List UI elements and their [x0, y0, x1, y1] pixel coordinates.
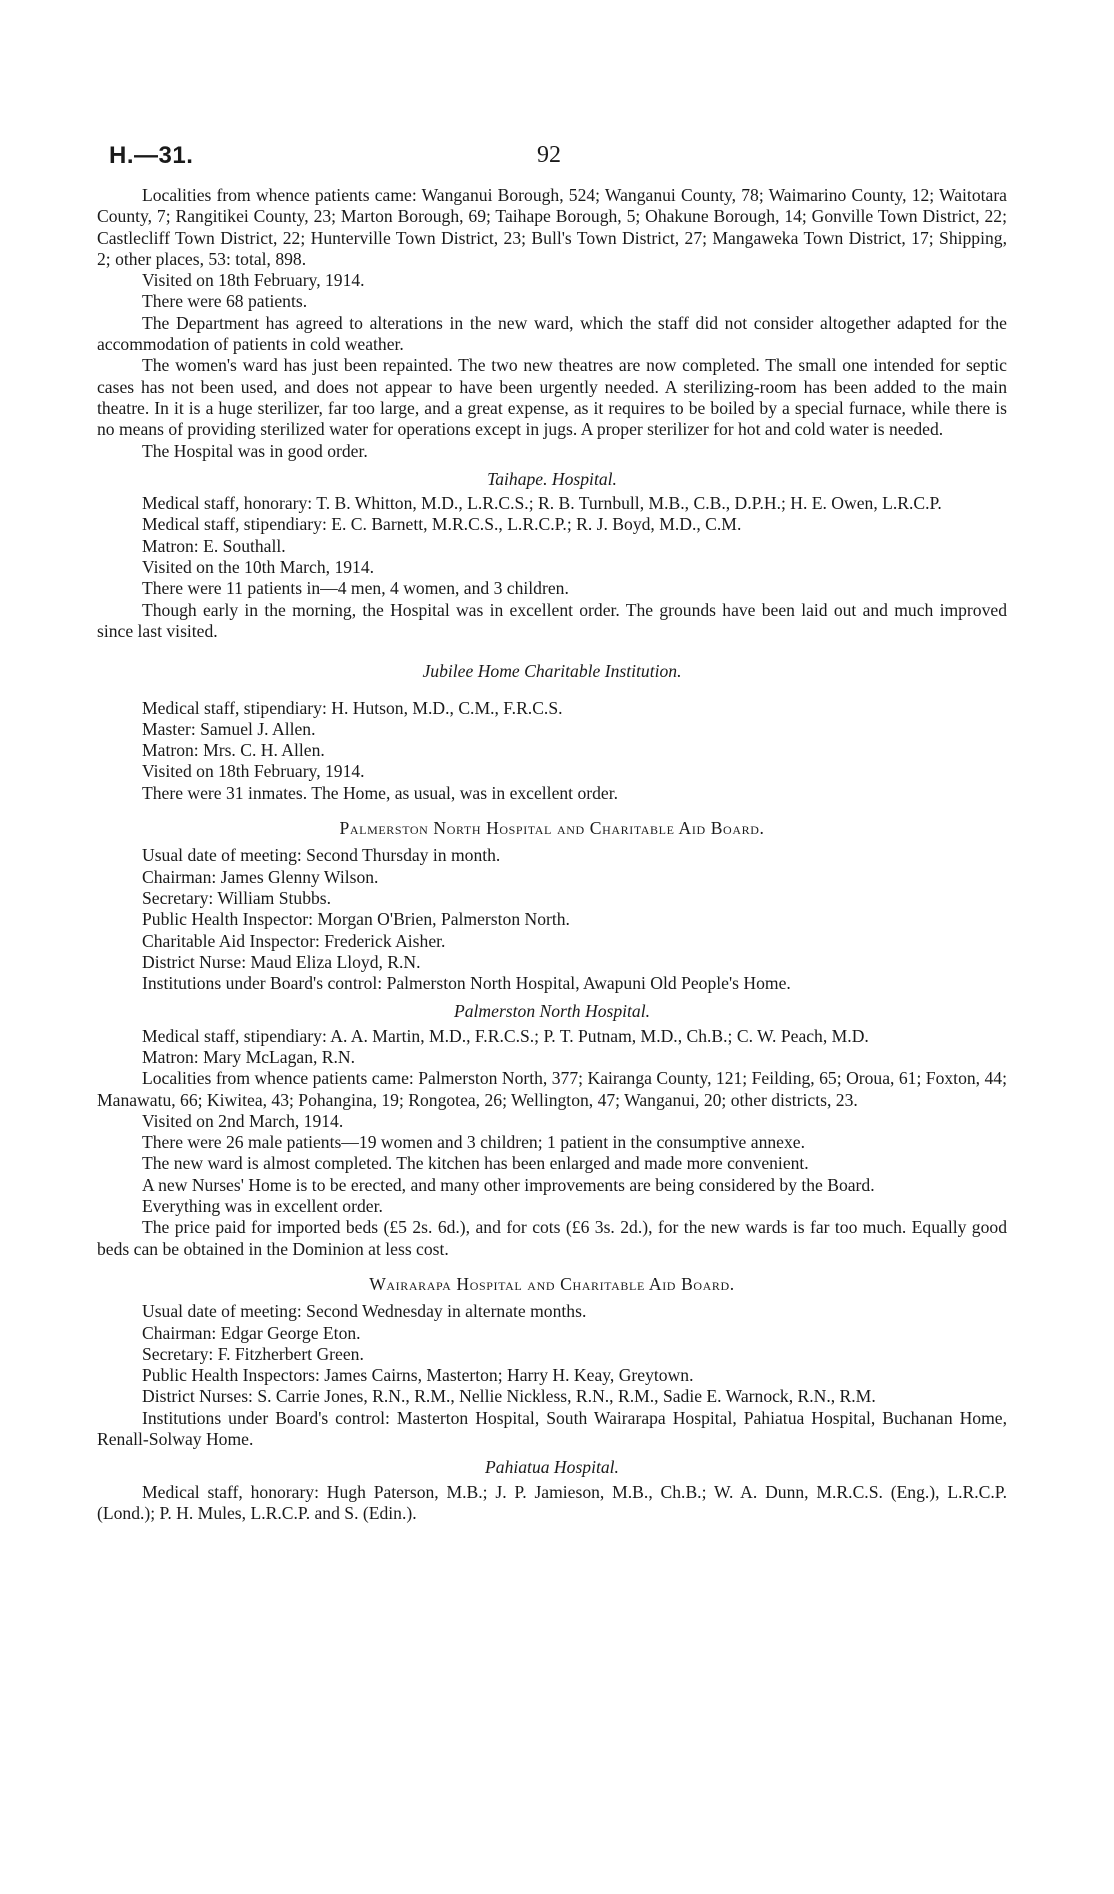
stipendiary-staff: Medical staff, stipendiary: E. C. Barnett, M.R.C.S., L.R.C.P.; R. J. Boyd, M.D., C.M.	[142, 514, 742, 535]
order-remark: Everything was in excellent order.	[142, 1196, 383, 1217]
order-remark: The Hospital was in good order.	[142, 440, 368, 461]
matron: Matron: Mrs. C. H. Allen.	[142, 740, 325, 761]
taihape-hospital-section	[97, 469, 1007, 642]
beds-paragraph: The price paid for imported beds (£5 2s. 6d.), and for cots (£6 3s. 2d.), for the new wards is far too much. Equally good beds can be obtained in the Dominion at less cost.	[97, 1217, 1007, 1259]
section-heading-palmerston-hospital: Palmerston North Hospital.	[454, 1001, 650, 1022]
institutions-list: Institutions under Board's control: Palmerston North Hospital, Awapuni Old People's Home.	[142, 973, 791, 994]
health-inspectors: Public Health Inspectors: James Cairns, Masterton; Harry H. Keay, Greytown.	[142, 1365, 694, 1386]
secretary: Secretary: William Stubbs.	[142, 887, 332, 908]
chairman: Chairman: Edgar George Eton.	[142, 1322, 361, 1343]
secretary: Secretary: F. Fitzherbert Green.	[142, 1343, 364, 1364]
patient-count: There were 68 patients.	[142, 291, 308, 312]
visit-date: Visited on 2nd March, 1914.	[142, 1110, 344, 1131]
jubilee-home-section	[97, 661, 1007, 804]
aid-inspector: Charitable Aid Inspector: Frederick Aisher.	[142, 930, 446, 951]
pahiatua-hospital-section	[97, 1457, 1007, 1524]
district-nurses: District Nurses: S. Carrie Jones, R.N., R.M., Nellie Nickless, R.N., R.M., Sadie E. Warnock, R.N., R.M.	[142, 1386, 876, 1407]
institutions-list: Institutions under Board's control: Masterton Hospital, South Wairarapa Hospital, Pahiatua Hospital, Buchanan Home, Renall-Solway Home.	[97, 1407, 1007, 1450]
palmerston-hospital-section	[97, 1001, 1007, 1260]
matron: Matron: Mary McLagan, R.N.	[142, 1046, 356, 1067]
wairarapa-board-section	[97, 1274, 1007, 1450]
section-heading-palmerston-board: Palmerston North Hospital and Charitable Aid Board.	[339, 818, 765, 839]
patient-count: There were 26 male patients—19 women and 3 children; 1 patient in the consumptive annexe.	[142, 1132, 805, 1153]
page-body	[97, 185, 1007, 1524]
localities-paragraph: Localities from whence patients came: Wanganui Borough, 524; Wanganui County, 78; Waimarino County, 12; Waitotara County, 7; Rangitikei County, 23; Marton Borough, 69; Taihape Borough, 5; Ohakune Borough, 14; Gonville Town District, 22; Castlecliff Town District, 22; Hunterville Town District, 23; Bull's Town District, 27; Mangaweka Town District, 17; Shipping, 2; other places, 53: total, 898.	[97, 185, 1007, 269]
section-spacer	[97, 686, 1007, 698]
document-reference: H.—31.	[109, 142, 194, 169]
section-heading-taihape: Taihape. Hospital.	[487, 468, 617, 489]
honorary-staff: Medical staff, honorary: Hugh Paterson, M.B.; J. P. Jamieson, M.B., Ch.B.; W. A. Dunn, M.R.C.S. (Eng.), L.R.C.P. (Lond.); P. H. Mules, L.R.C.P. and S. (Edin.).	[97, 1481, 1007, 1523]
master: Master: Samuel J. Allen.	[142, 718, 316, 739]
inmate-count: There were 31 inmates. The Home, as usual, was in excellent order.	[142, 782, 619, 803]
page-number: 92	[537, 142, 561, 168]
nurses-home-paragraph: A new Nurses' Home is to be erected, and many other improvements are being considered by the Board.	[142, 1174, 875, 1195]
visit-date: Visited on 18th February, 1914.	[142, 761, 365, 782]
matron: Matron: E. Southall.	[142, 535, 286, 556]
localities-paragraph: Localities from whence patients came: Palmerston North, 377; Kairanga County, 121; Feilding, 65; Oroua, 61; Foxton, 44; Manawatu, 66; Kiwitea, 43; Pohangina, 19; Rongotea, 26; Wellington, 47; Wanganui, 20; other districts, 23.	[97, 1068, 1007, 1110]
visit-date: Visited on the 10th March, 1914.	[142, 557, 375, 578]
palmerston-board-section	[97, 818, 1007, 994]
document-page	[97, 0, 1007, 1894]
page-header	[97, 0, 1007, 175]
meeting-date: Usual date of meeting: Second Wednesday in alternate months.	[142, 1301, 587, 1322]
honorary-staff: Medical staff, honorary: T. B. Whitton, M.D., L.R.C.S.; R. B. Turnbull, M.B., C.B., D.P.H.; H. E. Owen, L.R.C.P.	[142, 493, 942, 514]
theatres-paragraph: The women's ward has just been repainted. The two new theatres are now completed. The small one intended for septic cases has not been used, and does not appear to have been urgently needed. A sterilizing-room has been added to the main theatre. In it is a huge sterilizer, far too large, and a great expense, as it requires to be boiled by a special furnace, while there is no means of providing sterilized water for operations except in jugs. A proper sterilizer for hot and cold water is needed.	[97, 355, 1007, 440]
section-heading-jubilee: Jubilee Home Charitable Institution.	[422, 661, 682, 682]
patient-count: There were 11 patients in—4 men, 4 women, and 3 children.	[142, 578, 569, 599]
stipendiary-staff: Medical staff, stipendiary: H. Hutson, M.D., C.M., F.R.C.S.	[142, 697, 563, 718]
visit-date: Visited on 18th February, 1914.	[142, 270, 365, 291]
section-spacer	[97, 642, 1007, 654]
section-heading-pahiatua: Pahiatua Hospital.	[485, 1457, 619, 1478]
new-ward-remark: The new ward is almost completed. The kitchen has been enlarged and made more convenient.	[142, 1153, 809, 1174]
health-inspector: Public Health Inspector: Morgan O'Brien, Palmerston North.	[142, 909, 570, 930]
meeting-date: Usual date of meeting: Second Thursday in month.	[142, 845, 501, 866]
wanganui-hospital-section	[97, 185, 1007, 462]
alterations-paragraph: The Department has agreed to alterations in the new ward, which the staff did not consider altogether adapted for the accommodation of patients in cold weather.	[97, 312, 1007, 355]
remarks-paragraph: Though early in the morning, the Hospital was in excellent order. The grounds have been laid out and much improved since last visited.	[97, 599, 1007, 641]
stipendiary-staff: Medical staff, stipendiary: A. A. Martin, M.D., F.R.C.S.; P. T. Putnam, M.D., Ch.B.; C. W. Peach, M.D.	[142, 1025, 869, 1046]
district-nurse: District Nurse: Maud Eliza Lloyd, R.N.	[142, 951, 421, 972]
section-heading-wairarapa-board: Wairarapa Hospital and Charitable Aid Board.	[369, 1273, 735, 1294]
chairman: Chairman: James Glenny Wilson.	[142, 866, 379, 887]
